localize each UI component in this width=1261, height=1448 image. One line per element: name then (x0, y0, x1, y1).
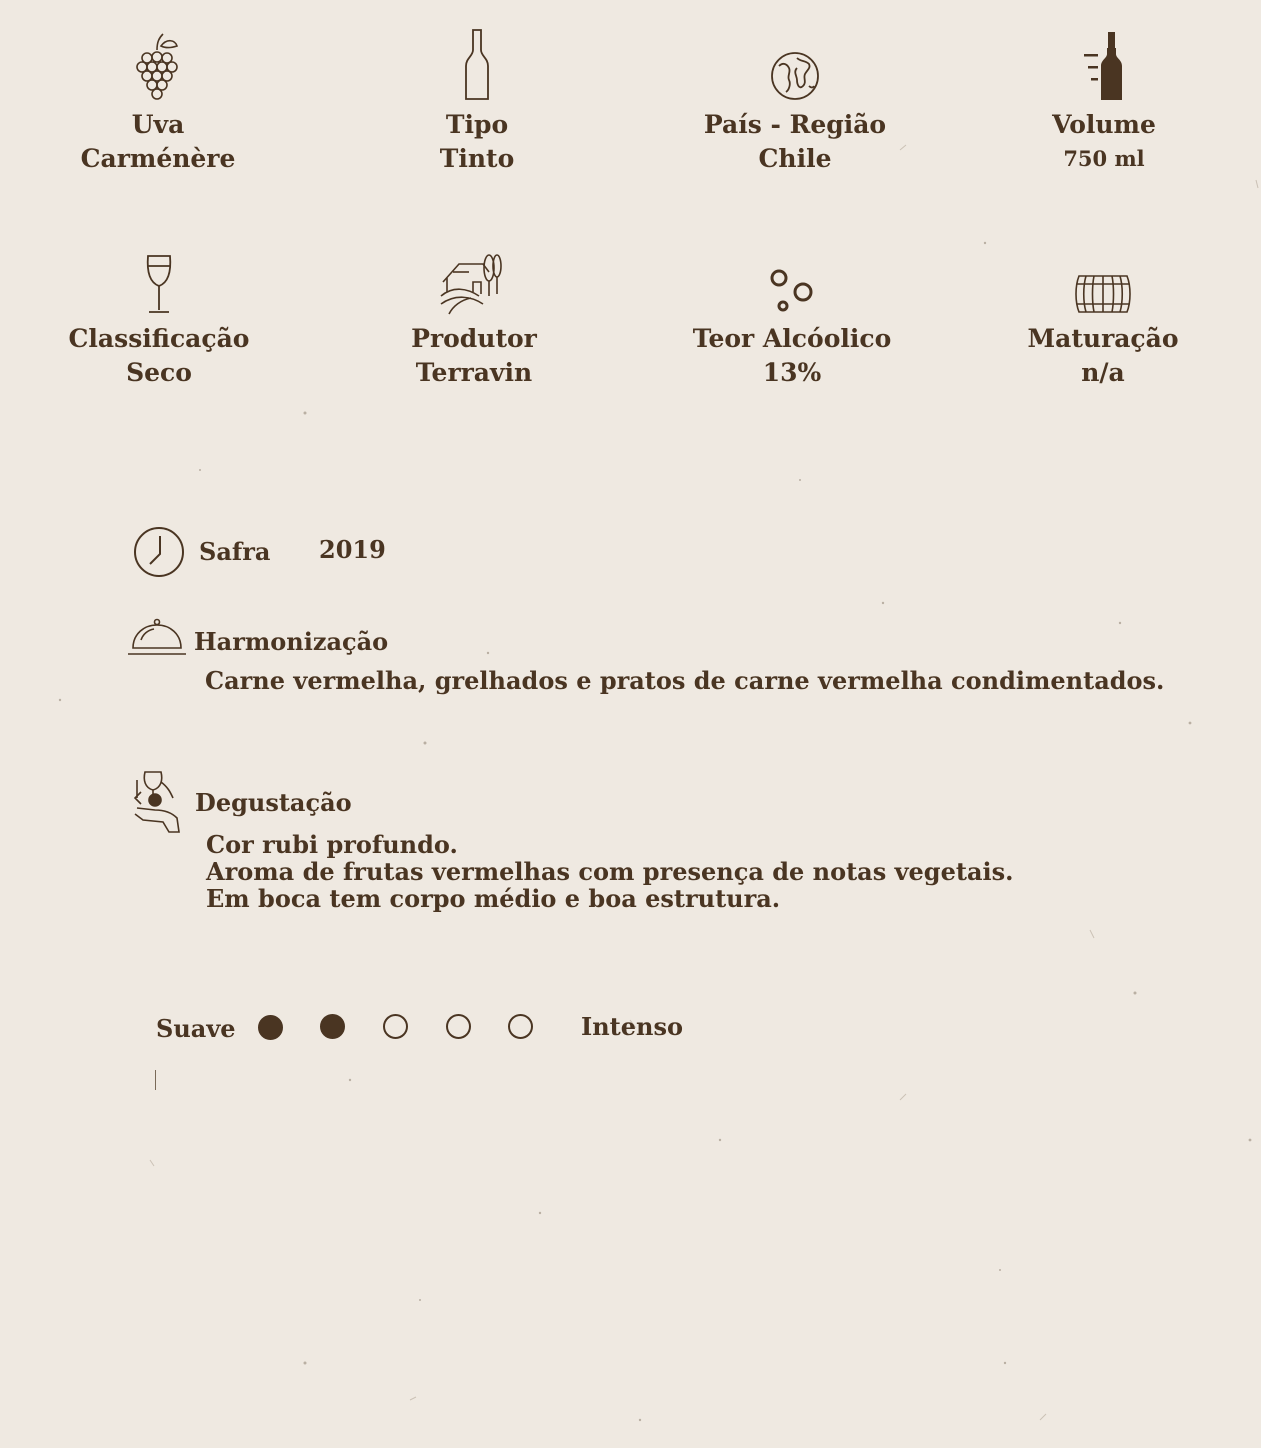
degustacao-label: Degustação (195, 788, 352, 817)
degustacao-line: Em boca tem corpo médio e boa estrutura. (206, 884, 781, 913)
intensity-dot (508, 1014, 533, 1039)
grapes-icon (33, 28, 283, 108)
spec-maturacao (978, 242, 1228, 390)
degustacao-line: Aroma de frutas vermelhas com presença de notas vegetais. (206, 857, 1014, 886)
spec-value: Terravin (415, 358, 533, 387)
spec-label: Uva (131, 110, 185, 139)
spec-classificacao (34, 242, 284, 390)
spec-value: Seco (126, 358, 192, 387)
harmonizacao-label: Harmonização (194, 627, 389, 656)
spec-label: Classificação (68, 324, 250, 353)
barrel-icon (978, 242, 1228, 322)
spec-teor (667, 242, 917, 390)
intensity-dot (446, 1014, 471, 1039)
spec-label: Tipo (445, 110, 509, 139)
text-cursor-mark (155, 1070, 157, 1090)
safra-value: 2019 (319, 535, 386, 564)
spec-label: Volume (1052, 110, 1156, 139)
clock-icon (133, 526, 185, 582)
bubbles-icon (667, 242, 917, 322)
intensity-dot (320, 1014, 345, 1039)
degustacao-line: Cor rubi profundo. (206, 830, 458, 859)
bottle-outline-icon (352, 28, 602, 108)
spec-value: Carménère (80, 144, 236, 173)
harmonizacao-text: Carne vermelha, grelhados e pratos de carne vermelha condimentados. (205, 666, 1165, 695)
tasting-hand-icon (133, 768, 183, 840)
spec-pais (670, 28, 920, 176)
bottle-volume-icon (979, 28, 1229, 108)
spec-label: Teor Alcóolico (692, 324, 892, 353)
intensity-max-label: Intenso (581, 1012, 683, 1041)
spec-value: 750 ml (1063, 146, 1145, 171)
spec-value: 13% (762, 358, 822, 387)
safra-label: Safra (199, 537, 271, 566)
wine-glass-icon (34, 242, 284, 322)
spec-volume (979, 28, 1229, 176)
intensity-dot (383, 1014, 408, 1039)
spec-uva (33, 28, 283, 176)
spec-label: Maturação (1027, 324, 1179, 353)
spec-value: Tinto (439, 144, 515, 173)
globe-icon (670, 28, 920, 108)
spec-produtor (349, 242, 599, 390)
vineyard-icon (349, 242, 599, 322)
cloche-icon (127, 618, 187, 660)
spec-label: País - Região (703, 110, 887, 139)
degustacao-text (206, 831, 1013, 912)
spec-tipo (352, 28, 602, 176)
spec-value: n/a (1081, 358, 1125, 387)
spec-label: Produtor (411, 324, 537, 353)
spec-value: Chile (758, 144, 832, 173)
intensity-dot (258, 1015, 283, 1040)
intensity-min-label: Suave (156, 1014, 236, 1043)
